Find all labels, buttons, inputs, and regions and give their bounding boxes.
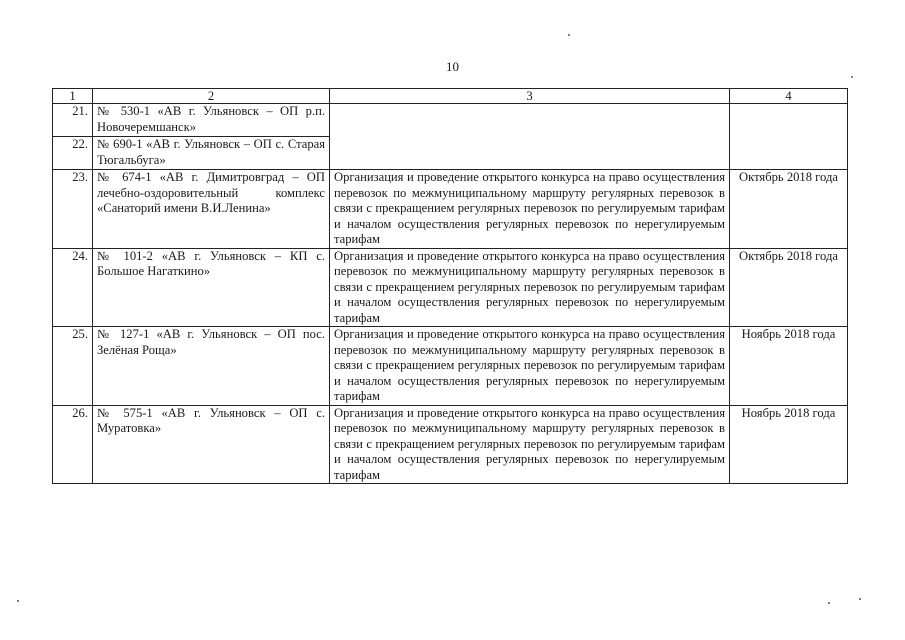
scan-speck	[859, 598, 861, 600]
scan-speck	[851, 76, 853, 78]
column-header: 4	[730, 89, 848, 104]
date-cell: Октябрь 2018 года	[730, 170, 848, 249]
page-number: 10	[446, 59, 459, 74]
description-cell: Организация и проведение открытого конкурса на право осуществления перевозок по межмуниципальному маршруту регулярных перевозок в связи с прекращением регулярных перевозок по регулируемым тарифам и началом осуществления регулярных перевозок по нерегулируемым тарифам	[330, 170, 730, 249]
route-cell: № 101-2 «АВ г. Ульяновск – КП с. Большое Нагаткино»	[93, 248, 330, 327]
route-cell: № 127-1 «АВ г. Ульяновск – ОП пос. Зелёная Роща»	[93, 327, 330, 406]
description-cell	[330, 104, 730, 170]
table-row	[53, 170, 848, 249]
scan-speck	[17, 600, 19, 602]
table-row	[53, 248, 848, 327]
date-cell: Ноябрь 2018 года	[730, 327, 848, 406]
route-cell: № 690-1 «АВ г. Ульяновск – ОП с. Старая Тюгальбуга»	[93, 137, 330, 170]
row-number: 21.	[53, 104, 93, 137]
scan-speck	[568, 34, 570, 36]
description-cell: Организация и проведение открытого конкурса на право осуществления перевозок по межмуниципальному маршруту регулярных перевозок в связи с прекращением регулярных перевозок по регулируемым тарифам и началом осуществления регулярных перевозок по нерегулируемым тарифам	[330, 327, 730, 406]
table-row	[53, 405, 848, 484]
route-cell: № 530-1 «АВ г. Ульяновск – ОП р.п. Новочеремшанск»	[93, 104, 330, 137]
row-number: 23.	[53, 170, 93, 249]
column-header: 1	[53, 89, 93, 104]
column-header: 3	[330, 89, 730, 104]
table-header-row	[53, 89, 848, 104]
date-cell: Ноябрь 2018 года	[730, 405, 848, 484]
schedule-table	[52, 88, 848, 484]
table-row	[53, 104, 848, 137]
description-cell: Организация и проведение открытого конкурса на право осуществления перевозок по межмуниципальному маршруту регулярных перевозок в связи с прекращением регулярных перевозок по регулируемым тарифам и началом осуществления регулярных перевозок по нерегулируемым тарифам	[330, 405, 730, 484]
table-row	[53, 327, 848, 406]
route-cell: № 674-1 «АВ г. Димитровград – ОП лечебно-оздоровительный комплекс «Санаторий имени В.И.Ленина»	[93, 170, 330, 249]
column-header: 2	[93, 89, 330, 104]
date-cell: Октябрь 2018 года	[730, 248, 848, 327]
scan-speck	[828, 602, 830, 604]
row-number: 25.	[53, 327, 93, 406]
route-cell: № 575-1 «АВ г. Ульяновск – ОП с. Муратовка»	[93, 405, 330, 484]
date-cell	[730, 104, 848, 170]
description-cell: Организация и проведение открытого конкурса на право осуществления перевозок по межмуниципальному маршруту регулярных перевозок в связи с прекращением регулярных перевозок по регулируемым тарифам и началом осуществления регулярных перевозок по нерегулируемым тарифам	[330, 248, 730, 327]
row-number: 24.	[53, 248, 93, 327]
row-number: 26.	[53, 405, 93, 484]
row-number: 22.	[53, 137, 93, 170]
